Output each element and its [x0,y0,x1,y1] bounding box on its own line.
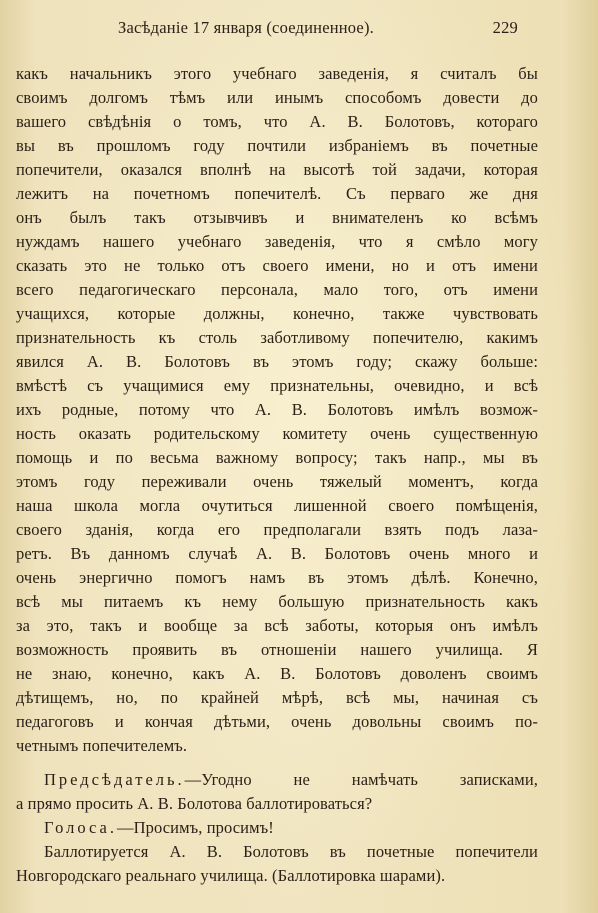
text-line: ретъ. Въ данномъ случаѣ А. В. Болотовъ очень много и [16,544,538,563]
text-line: своимъ долгомъ тѣмъ или инымъ способомъ довести до [16,88,538,107]
text-line: педагоговъ и кончая дѣтьми, очень довольны своимъ по- [16,712,538,731]
closing-line-1: Баллотируется А. В. Болотовъ въ почетные попечители [44,842,538,861]
text-line: лежитъ на почетномъ попечителѣ. Съ перваго же дня [16,184,538,203]
text-line: четнымъ попечителемъ. [16,736,188,755]
text-line: возможность проявить въ отношеніи нашего училища. Я [16,640,538,659]
text-line: этомъ году переживали очень тяжелый моментъ, когда [16,472,538,491]
page-body [16,62,538,888]
text-line: всѣ мы питаемъ къ нему большую признательность какъ [16,592,538,611]
speaker-voices: Голоса. [44,818,117,837]
text-line: вмѣстѣ съ учащимися ему признательны, очевидно, и всѣ [16,376,538,395]
text-line: помощь и по весьма важному вопросу; такъ напр., мы въ [16,448,538,467]
text-line: дѣтищемъ, но, по крайней мѣрѣ, всѣ мы, начиная съ [16,688,538,707]
text-line: за это, такъ и вообще за всѣ заботы, которыя онъ имѣлъ [16,616,538,635]
text-line: вы въ прошломъ году почтили избраніемъ въ почетные [16,136,538,155]
speech-paragraph [16,62,538,758]
chairman-text: —Угодно не намѣчать записками, [184,770,538,789]
text-line: какъ начальникъ этого учебнаго заведенія, я считалъ бы [16,64,538,83]
text-line: всего педагогическаго персонала, мало того, отъ имени [16,280,538,299]
text-line: ихъ родные, потому что А. В. Болотовъ имѣлъ возмож- [16,400,538,419]
text-line: явился А. В. Болотовъ въ этомъ году; скажу больше: [16,352,538,371]
text-line: признательность къ столь заботливому попечителю, какимъ [16,328,538,347]
text-line: онъ былъ такъ отзывчивъ и внимателенъ ко всѣмъ [16,208,538,227]
chairman-line [16,768,538,792]
speaker-chairman: Предсѣдатель. [44,770,185,789]
text-line: попечители, оказался вполнѣ на высотѣ той задачи, которая [16,160,538,179]
text-line: учащихся, которые должны, конечно, также чувствовать [16,304,538,323]
text-line: вашего свѣдѣнія о томъ, что А. В. Болотовъ, котораго [16,112,538,131]
voices-line [16,816,538,840]
page-number: 229 [492,18,518,37]
text-line: нуждамъ нашего учебнаго заведенія, что я смѣло могу [16,232,538,251]
text-line: очень энергично помогъ намъ въ этомъ дѣлѣ. Конечно, [16,568,538,587]
closing-line-2: Новгородскаго реальнаго училища. (Баллотировка шарами). [16,866,446,885]
text-line: ность оказать родительскому комитету очень существенную [16,424,538,443]
text-line: не знаю, конечно, какъ А. В. Болотовъ доволенъ своимъ [16,664,538,683]
text-line: своего зданія, когда его предполагали взять подъ лаза- [16,520,538,539]
chairman-line-2: а прямо просить А. В. Болотова баллотироваться? [16,794,373,813]
header-title: Засѣданіе 17 января (соединенное). [118,18,374,37]
text-line: наша школа могла очутиться лишенной своего помѣщенія, [16,496,538,515]
running-header [18,18,576,44]
text-line: сказать это не только отъ своего имени, но и отъ имени [16,256,538,275]
voices-text: —Просимъ, просимъ! [117,818,274,837]
